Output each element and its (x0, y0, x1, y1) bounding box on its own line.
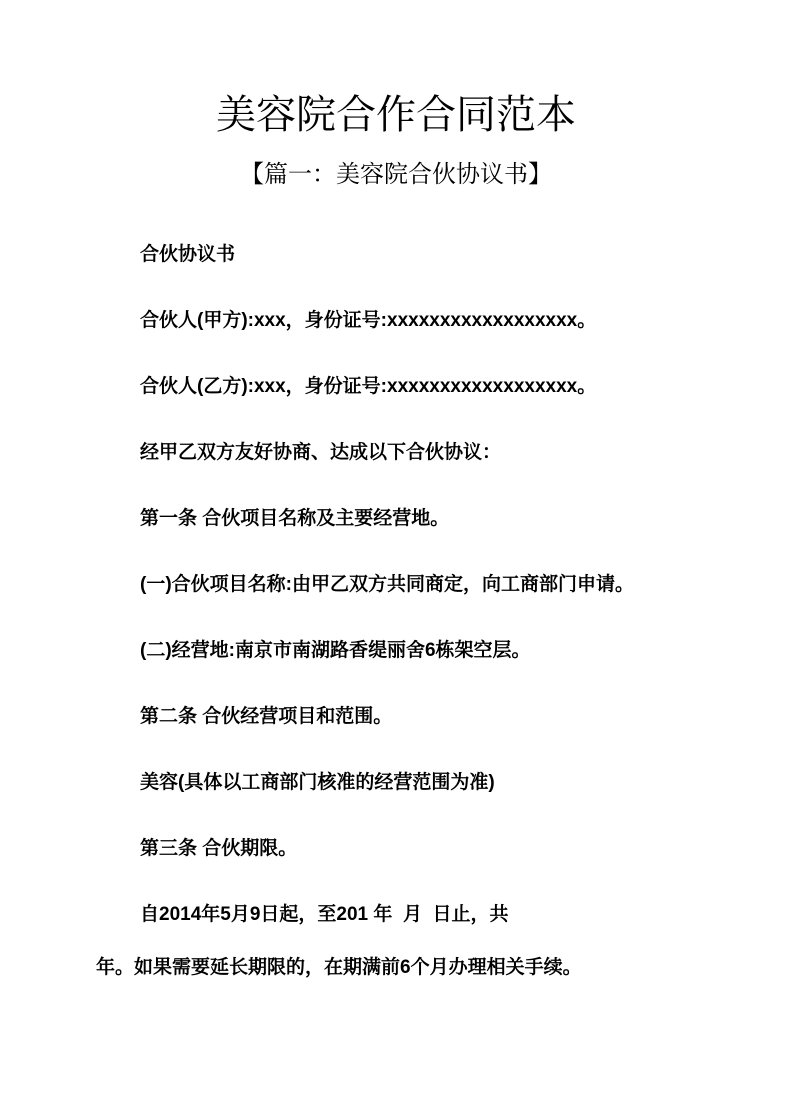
paragraph-article-1-item-2: (二)经营地:南京市南湖路香缇丽舍6栋架空层。 (140, 640, 531, 661)
paragraph-article-1-item-1: (一)合伙项目名称:由甲乙双方共同商定，向工商部门申请。 (140, 574, 634, 595)
paragraph-article-3-term-line-2: 年。如果需要延长期限的，在期满前6个月办理相关手续。 (96, 957, 582, 978)
document-body (96, 228, 696, 994)
paragraph-partner-a: 合伙人(甲方):xxx，身份证号:xxxxxxxxxxxxxxxxxx。 (140, 310, 597, 331)
paragraph-partner-b: 合伙人(乙方):xxx，身份证号:xxxxxxxxxxxxxxxxxx。 (140, 376, 597, 397)
document-title: 美容院合作合同范本 (216, 92, 576, 137)
paragraph-article-1: 第一条 合伙项目名称及主要经营地。 (140, 508, 450, 529)
paragraph-article-2-scope: 美容(具体以工商部门核准的经营范围为准) (140, 772, 495, 793)
paragraph-heading-agreement: 合伙协议书 (140, 244, 236, 265)
paragraph-article-3: 第三条 合伙期限。 (140, 838, 298, 859)
paragraph-article-2: 第二条 合伙经营项目和范围。 (140, 706, 393, 727)
paragraph-preamble: 经甲乙双方友好协商、达成以下合伙协议： (140, 442, 502, 463)
paragraph-article-3-term-line-1: 自2014年5月9日起，至201 年 月 日止，共 (140, 904, 509, 925)
document-subtitle: 【篇一：美容院合伙协议书】 (240, 162, 552, 188)
